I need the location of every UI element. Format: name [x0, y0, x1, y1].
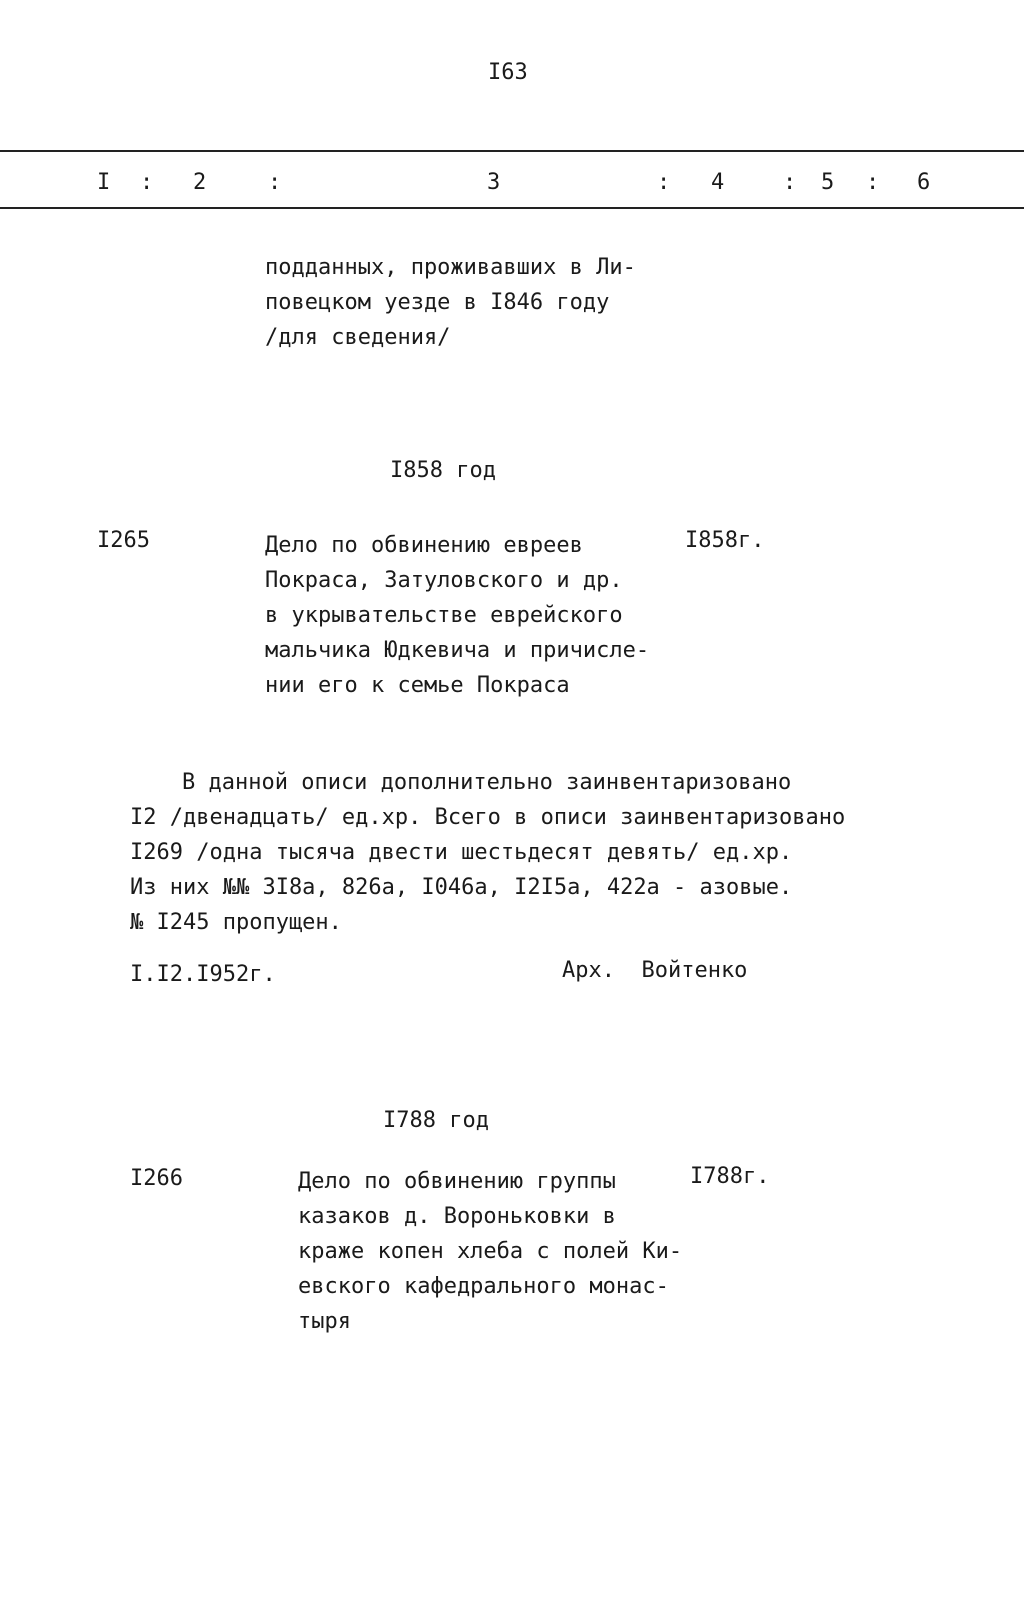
description-line: казаков д. Вороньковки в — [298, 1204, 616, 1229]
entry-description — [298, 1164, 682, 1339]
note-line: № I245 пропущен. — [130, 910, 342, 935]
note-line: I2 /двенадцать/ ед.хр. Всего в описи заинвентаризовано — [130, 805, 846, 830]
note-line: Из них №№ 3I8а, 826а, I046а, I2I5а, 422а - азовые. — [130, 875, 793, 900]
entry-number: I266 — [130, 1166, 183, 1191]
entry-date: I858г. — [685, 528, 765, 553]
column-number-5: 5 — [821, 170, 835, 195]
description-line: подданных, проживавших в Ли- — [265, 255, 636, 280]
entry-description — [265, 528, 649, 703]
header-bottom-rule — [0, 207, 1024, 209]
entry-number: I265 — [97, 528, 150, 553]
description-line: нии его к семье Покраса — [265, 673, 570, 698]
section-heading-1858: I858 год — [390, 458, 496, 483]
description-line: Покраса, Затуловского и др. — [265, 568, 623, 593]
column-separator: : — [268, 170, 282, 195]
column-number-1: I — [97, 170, 111, 195]
column-number-3: 3 — [487, 170, 501, 195]
description-line: /для сведения/ — [265, 325, 451, 350]
column-number-2: 2 — [193, 170, 207, 195]
note-date: I.I2.I952г. — [130, 962, 276, 987]
column-number-6: 6 — [917, 170, 931, 195]
column-separator: : — [783, 170, 797, 195]
entry-date: I788г. — [690, 1164, 770, 1189]
column-separator: : — [657, 170, 671, 195]
continued-entry-description — [265, 250, 636, 355]
column-separator: : — [866, 170, 880, 195]
description-line: в укрывательстве еврейского — [265, 603, 623, 628]
description-line: евского кафедрального монас- — [298, 1274, 669, 1299]
column-separator: : — [140, 170, 154, 195]
description-line: Дело по обвинению евреев — [265, 533, 583, 558]
description-line: повецком уезде в I846 году — [265, 290, 610, 315]
section-heading-1788: I788 год — [383, 1108, 489, 1133]
note-line: I269 /одна тысяча двести шестьдесят девять/ ед.хр. — [130, 840, 793, 865]
description-line: Дело по обвинению группы — [298, 1169, 616, 1194]
description-line: мальчика Юдкевича и причисле- — [265, 638, 650, 663]
description-line: краже копен хлеба с полей Ки- — [298, 1239, 683, 1264]
archivist-signature: Арх. Войтенко — [562, 958, 748, 983]
description-line: тыря — [298, 1309, 351, 1334]
column-number-4: 4 — [711, 170, 725, 195]
note-line: В данной описи дополнительно заинвентаризовано — [182, 770, 792, 795]
closing-note — [130, 765, 845, 940]
page-number: I63 — [488, 60, 528, 85]
header-top-rule — [0, 150, 1024, 152]
